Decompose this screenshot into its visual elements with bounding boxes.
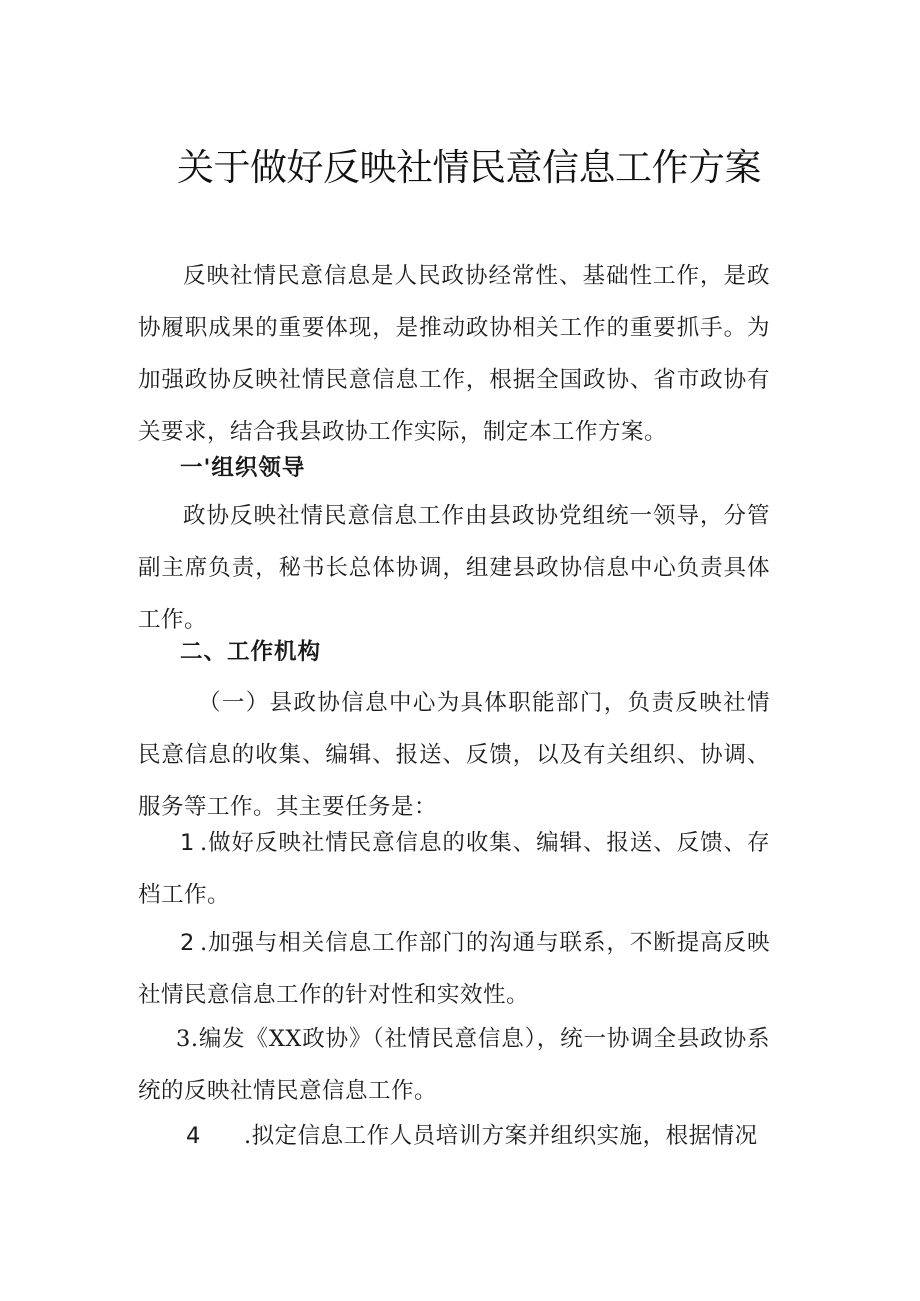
- list-item: .加强与相关信息工作部门的沟通与联系，不断提高反映社情民意信息工作的针对性和实效性。: [138, 930, 770, 1008]
- list-item-number: 4: [186, 1123, 201, 1149]
- list-item-number: 2: [180, 930, 195, 956]
- section1-heading: 一'组织领导: [180, 455, 306, 481]
- section2-heading: 二、工作机构: [180, 639, 322, 665]
- document-title: 关于做好反映社情民意信息工作方案: [177, 146, 761, 189]
- list-item: .拟定信息工作人员培训方案并组织实施，根据情况: [244, 1123, 758, 1149]
- section1-paragraph: 政协反映社情民意信息工作由县政协党组统一领导，分管副主席负责，秘书长总体协调，组建县政协信息中心负责具体工作。: [138, 503, 770, 633]
- list-item: 3.编发《XX政协》（社情民意信息），统一协调全县政协系统的反映社情民意信息工作。: [138, 1026, 770, 1104]
- intro-paragraph: 反映社情民意信息是人民政协经常性、基础性工作，是政协履职成果的重要体现，是推动政协相关工作的重要抓手。为加强政协反映社情民意信息工作，根据全国政协、省市政协有关要求，结合我县政协工作实际，制定本工作方案。: [138, 263, 770, 445]
- list-item: .做好反映社情民意信息的收集、编辑、报送、反馈、存档工作。: [138, 830, 770, 908]
- list-item-number: 1: [180, 830, 195, 856]
- section2-subsection-1: （一）县政协信息中心为具体职能部门，负责反映社情民意信息的收集、编辑、报送、反馈，以及有关组织、协调、服务等工作。其主要任务是：: [138, 690, 770, 820]
